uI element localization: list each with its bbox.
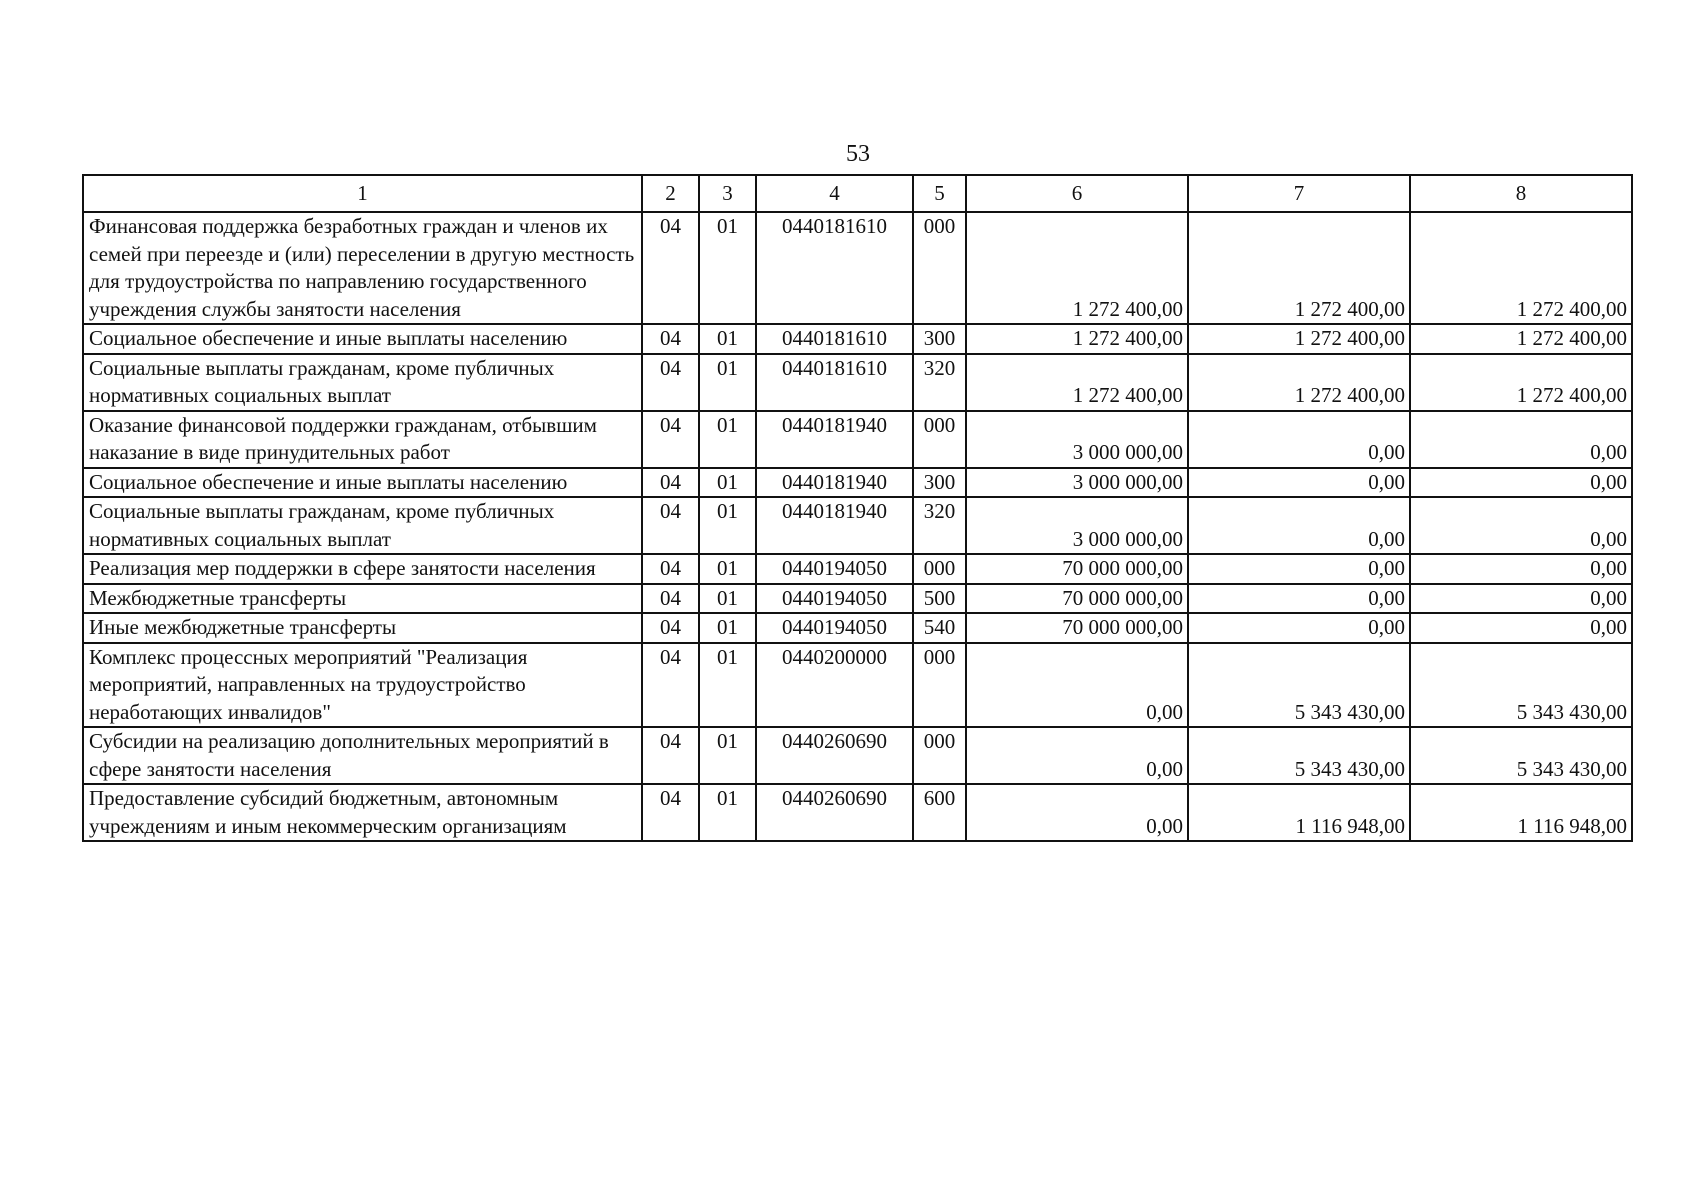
- target-code: 0440194050: [756, 584, 913, 614]
- amount-col-8: 1 116 948,00: [1410, 784, 1632, 841]
- subsection-code: 01: [699, 354, 756, 411]
- subsection-code: 01: [699, 411, 756, 468]
- column-header: 8: [1410, 175, 1632, 212]
- section-code: 04: [642, 497, 699, 554]
- target-code: 0440181610: [756, 354, 913, 411]
- subsection-code: 01: [699, 584, 756, 614]
- amount-col-8: 1 272 400,00: [1410, 354, 1632, 411]
- amount-col-7: 1 272 400,00: [1188, 324, 1410, 354]
- amount-col-8: 0,00: [1410, 497, 1632, 554]
- amount-col-6: 1 272 400,00: [966, 324, 1188, 354]
- amount-col-8: 0,00: [1410, 554, 1632, 584]
- section-code: 04: [642, 784, 699, 841]
- row-name: Межбюджетные трансферты: [83, 584, 642, 614]
- subsection-code: 01: [699, 784, 756, 841]
- section-code: 04: [642, 584, 699, 614]
- expense-type-code: 300: [913, 468, 966, 498]
- amount-col-6: 0,00: [966, 784, 1188, 841]
- column-header: 5: [913, 175, 966, 212]
- amount-col-8: 1 272 400,00: [1410, 212, 1632, 324]
- subsection-code: 01: [699, 468, 756, 498]
- column-header: 4: [756, 175, 913, 212]
- table-row: [83, 212, 1632, 324]
- amount-col-7: 0,00: [1188, 554, 1410, 584]
- amount-col-8: 0,00: [1410, 468, 1632, 498]
- table-row: [83, 554, 1632, 584]
- amount-col-7: 1 272 400,00: [1188, 212, 1410, 324]
- table-row: [83, 584, 1632, 614]
- column-header: 3: [699, 175, 756, 212]
- table-row: [83, 727, 1632, 784]
- row-name: Социальные выплаты гражданам, кроме публичных нормативных социальных выплат: [83, 354, 642, 411]
- amount-col-7: 0,00: [1188, 497, 1410, 554]
- section-code: 04: [642, 324, 699, 354]
- target-code: 0440194050: [756, 613, 913, 643]
- amount-col-6: 0,00: [966, 643, 1188, 728]
- target-code: 0440194050: [756, 554, 913, 584]
- amount-col-7: 0,00: [1188, 411, 1410, 468]
- amount-col-6: 1 272 400,00: [966, 212, 1188, 324]
- table-row: [83, 411, 1632, 468]
- row-name: Социальное обеспечение и иные выплаты населению: [83, 324, 642, 354]
- amount-col-7: 5 343 430,00: [1188, 727, 1410, 784]
- subsection-code: 01: [699, 212, 756, 324]
- expense-type-code: 300: [913, 324, 966, 354]
- table-row: [83, 497, 1632, 554]
- target-code: 0440181940: [756, 497, 913, 554]
- amount-col-7: 0,00: [1188, 584, 1410, 614]
- expense-type-code: 000: [913, 554, 966, 584]
- page-number: 53: [846, 141, 870, 167]
- expense-type-code: 000: [913, 643, 966, 728]
- row-name: Социальное обеспечение и иные выплаты населению: [83, 468, 642, 498]
- table-row: [83, 354, 1632, 411]
- section-code: 04: [642, 613, 699, 643]
- amount-col-8: 5 343 430,00: [1410, 727, 1632, 784]
- section-code: 04: [642, 354, 699, 411]
- expense-type-code: 540: [913, 613, 966, 643]
- amount-col-8: 1 272 400,00: [1410, 324, 1632, 354]
- subsection-code: 01: [699, 727, 756, 784]
- amount-col-7: 0,00: [1188, 613, 1410, 643]
- expense-type-code: 000: [913, 727, 966, 784]
- subsection-code: 01: [699, 643, 756, 728]
- amount-col-8: 5 343 430,00: [1410, 643, 1632, 728]
- amount-col-6: 70 000 000,00: [966, 584, 1188, 614]
- target-code: 0440260690: [756, 784, 913, 841]
- expense-type-code: 500: [913, 584, 966, 614]
- amount-col-6: 0,00: [966, 727, 1188, 784]
- subsection-code: 01: [699, 554, 756, 584]
- row-name: Субсидии на реализацию дополнительных мероприятий в сфере занятости населения: [83, 727, 642, 784]
- table-row: [83, 643, 1632, 728]
- expense-type-code: 000: [913, 212, 966, 324]
- target-code: 0440181610: [756, 212, 913, 324]
- section-code: 04: [642, 727, 699, 784]
- expense-type-code: 320: [913, 354, 966, 411]
- row-name: Комплекс процессных мероприятий "Реализация мероприятий, направленных на трудоустройство неработающих инвалидов": [83, 643, 642, 728]
- row-name: Оказание финансовой поддержки гражданам, отбывшим наказание в виде принудительных работ: [83, 411, 642, 468]
- column-header: 2: [642, 175, 699, 212]
- row-name: Предоставление субсидий бюджетным, автономным учреждениям и иным некоммерческим организациям: [83, 784, 642, 841]
- table-row: [83, 468, 1632, 498]
- header-row: [83, 175, 1632, 212]
- amount-col-6: 70 000 000,00: [966, 613, 1188, 643]
- expense-type-code: 320: [913, 497, 966, 554]
- target-code: 0440200000: [756, 643, 913, 728]
- target-code: 0440260690: [756, 727, 913, 784]
- budget-table: [82, 174, 1633, 842]
- target-code: 0440181940: [756, 468, 913, 498]
- table-row: [83, 324, 1632, 354]
- subsection-code: 01: [699, 613, 756, 643]
- row-name: Социальные выплаты гражданам, кроме публичных нормативных социальных выплат: [83, 497, 642, 554]
- amount-col-8: 0,00: [1410, 584, 1632, 614]
- row-name: Иные межбюджетные трансферты: [83, 613, 642, 643]
- table-row: [83, 613, 1632, 643]
- amount-col-6: 3 000 000,00: [966, 411, 1188, 468]
- amount-col-7: 1 272 400,00: [1188, 354, 1410, 411]
- column-header: 7: [1188, 175, 1410, 212]
- section-code: 04: [642, 643, 699, 728]
- amount-col-6: 3 000 000,00: [966, 497, 1188, 554]
- row-name: Реализация мер поддержки в сфере занятости населения: [83, 554, 642, 584]
- section-code: 04: [642, 554, 699, 584]
- amount-col-7: 1 116 948,00: [1188, 784, 1410, 841]
- amount-col-7: 5 343 430,00: [1188, 643, 1410, 728]
- target-code: 0440181940: [756, 411, 913, 468]
- amount-col-8: 0,00: [1410, 613, 1632, 643]
- column-header: 6: [966, 175, 1188, 212]
- row-name: Финансовая поддержка безработных граждан и членов их семей при переезде и (или) переселении в другую местность для трудоустройства по направлению государственного учреждения службы занятости населения: [83, 212, 642, 324]
- amount-col-7: 0,00: [1188, 468, 1410, 498]
- amount-col-6: 70 000 000,00: [966, 554, 1188, 584]
- subsection-code: 01: [699, 497, 756, 554]
- target-code: 0440181610: [756, 324, 913, 354]
- table-row: [83, 784, 1632, 841]
- expense-type-code: 000: [913, 411, 966, 468]
- subsection-code: 01: [699, 324, 756, 354]
- amount-col-8: 0,00: [1410, 411, 1632, 468]
- column-header: 1: [83, 175, 642, 212]
- section-code: 04: [642, 212, 699, 324]
- expense-type-code: 600: [913, 784, 966, 841]
- amount-col-6: 3 000 000,00: [966, 468, 1188, 498]
- section-code: 04: [642, 411, 699, 468]
- section-code: 04: [642, 468, 699, 498]
- amount-col-6: 1 272 400,00: [966, 354, 1188, 411]
